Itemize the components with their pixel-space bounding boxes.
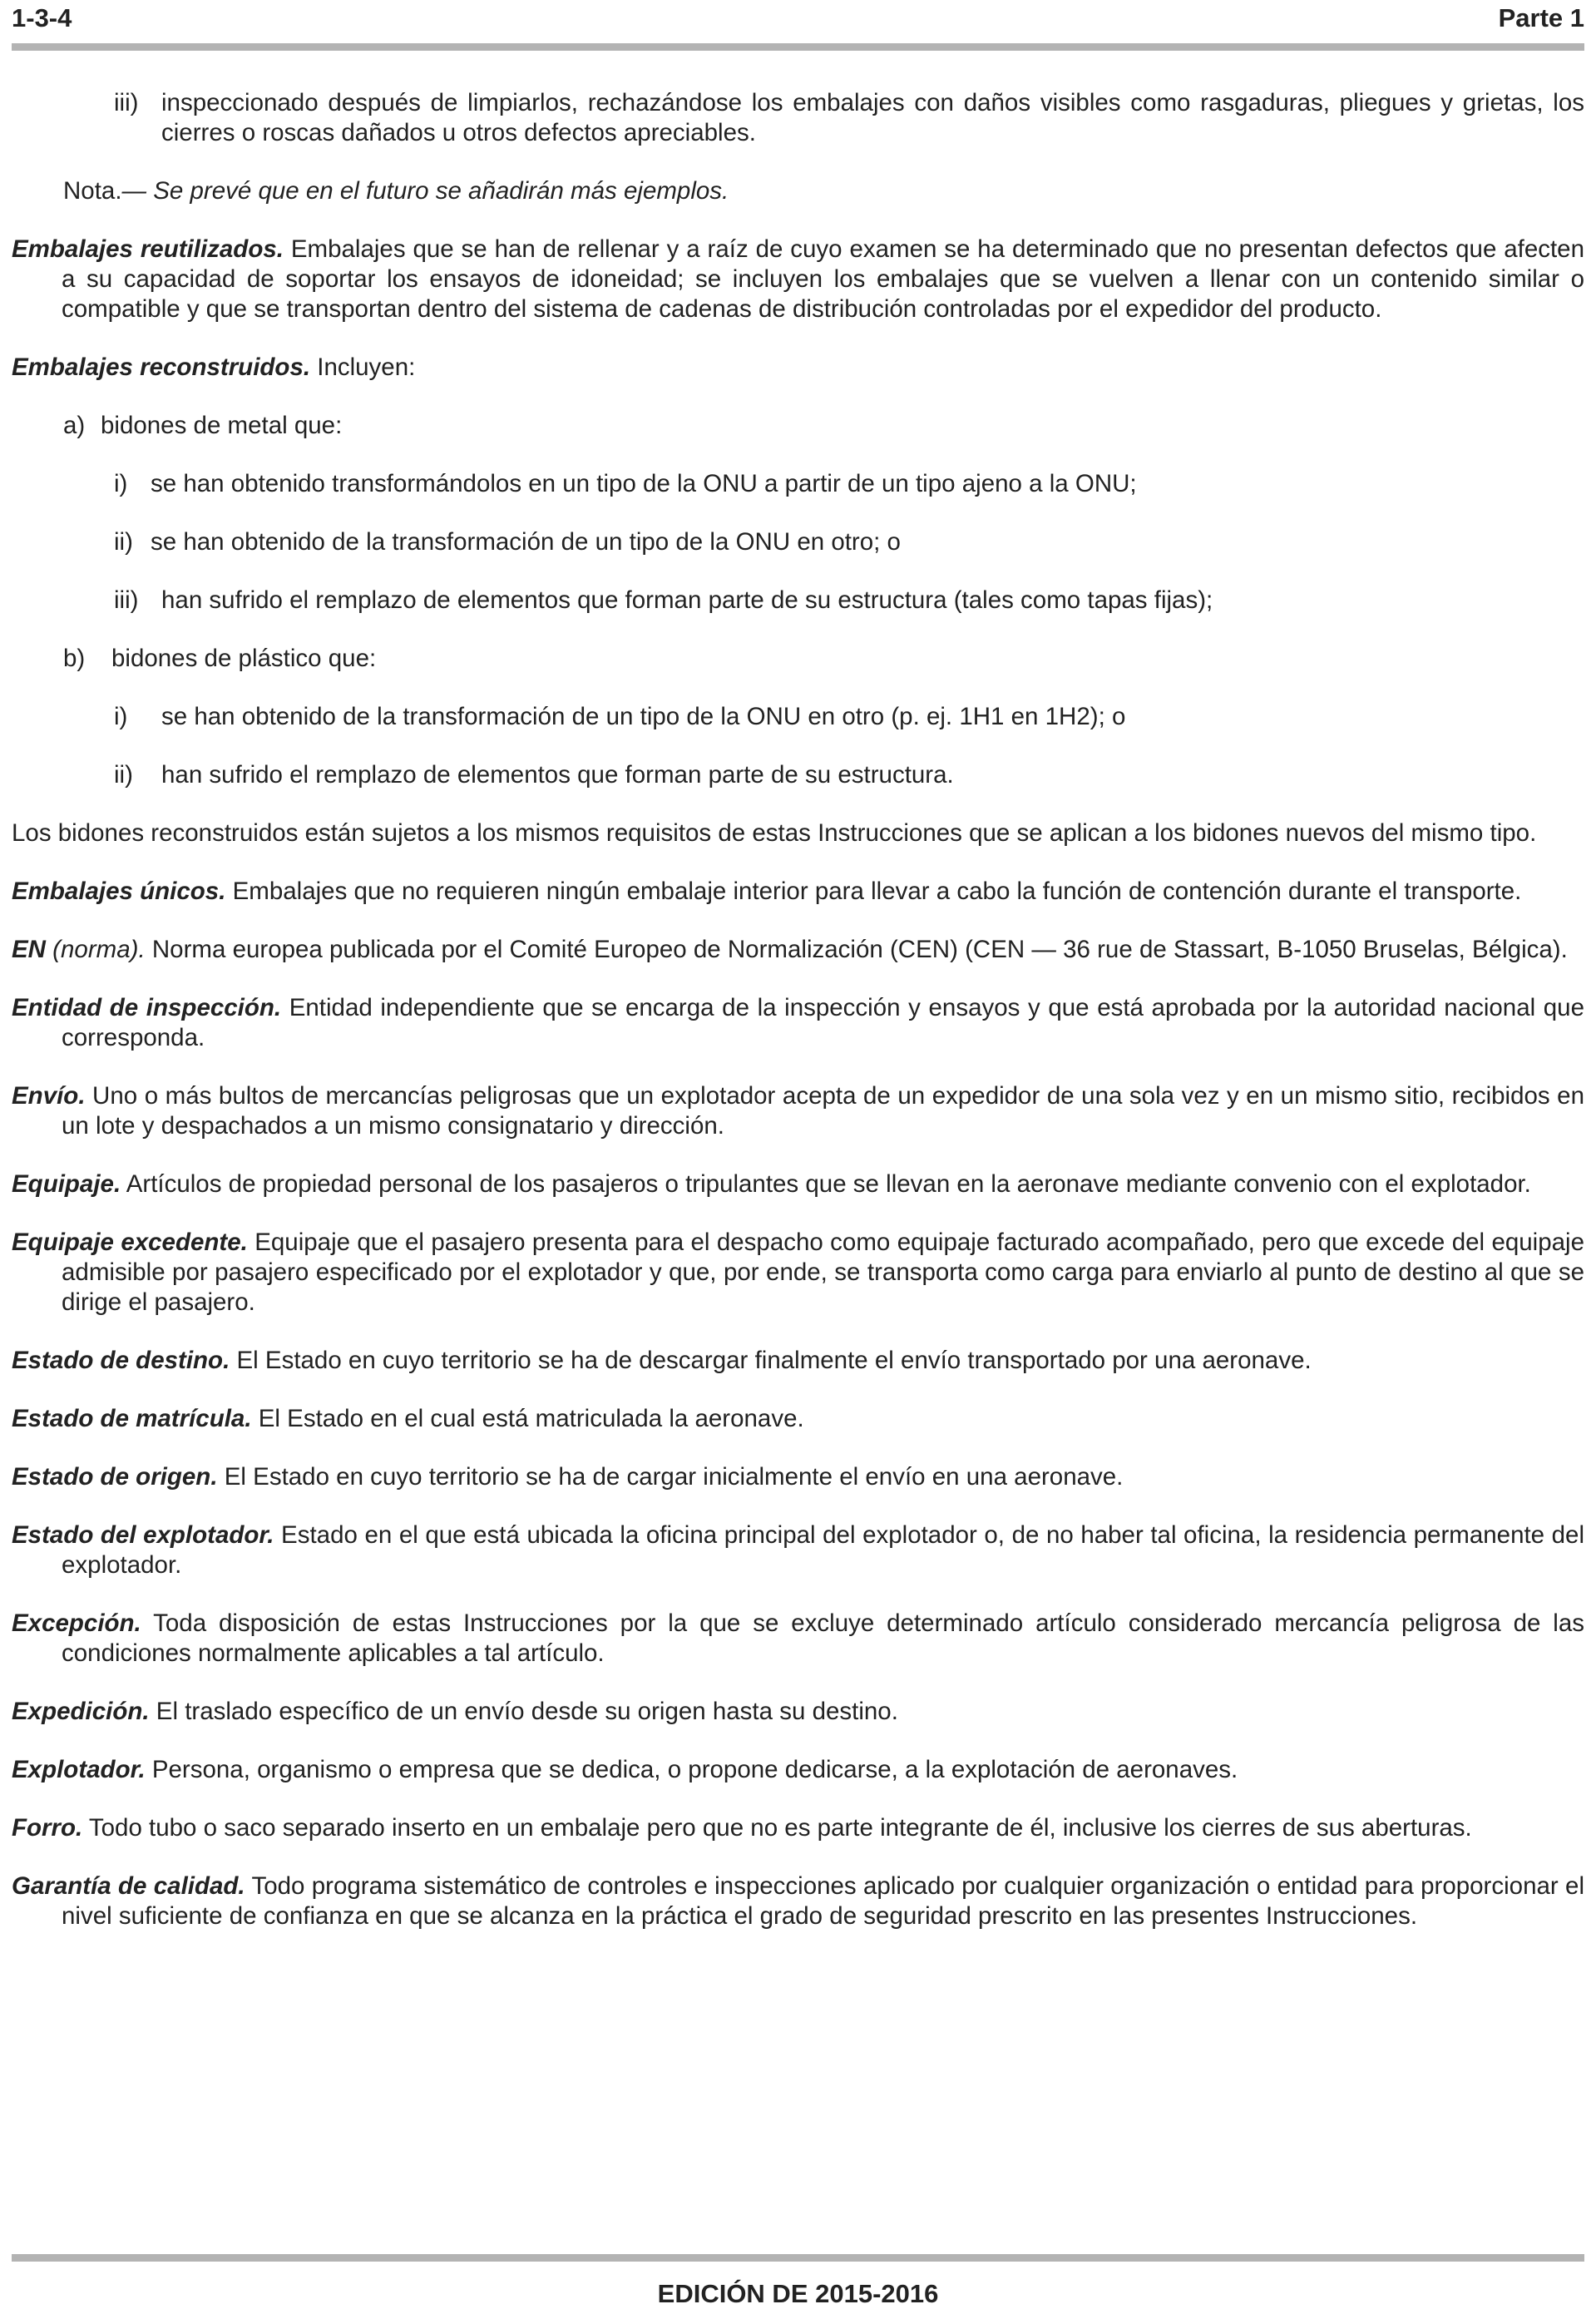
header-divider (12, 43, 1584, 51)
page-header (12, 0, 1584, 37)
term: Equipaje excedente. (12, 1229, 248, 1256)
definition-text: Embalajes que se han de rellenar y a raíz de cuyo examen se ha determinado que no presentan defectos que afecten a su capacidad de soportar los ensayos de idoneidad; se incluyen los embalajes que se vuelven a llenar con un contenido similar o compatible y que se transportan dentro del sistema de cadenas de distribución controladas por el expedidor del producto. (62, 235, 1584, 323)
definition-explotador (12, 1755, 1584, 1785)
term: Embalajes reconstruidos. (12, 354, 311, 381)
note (63, 176, 1584, 206)
subitem-text: han sufrido el remplazo de elementos que forman parte de su estructura. (161, 761, 954, 789)
definition-excepcion (12, 1609, 1584, 1669)
item-text: bidones de plástico que: (111, 645, 377, 672)
definition-text: Uno o más bultos de mercancías peligrosas que un explotador acepta de un expedidor de una sola vez y en un mismo sitio, recibidos en un lote y despachados a un mismo consignatario y dirección. (62, 1082, 1584, 1140)
definition-text: Embalajes que no requieren ningún embalaje interior para llevar a cabo la función de contención durante el transporte. (225, 878, 1522, 905)
term: Estado del explotador. (12, 1521, 274, 1549)
list-subitem (12, 527, 1584, 557)
part-label: Parte 1 (1498, 3, 1584, 32)
term: Estado de destino. (12, 1347, 230, 1374)
list-subitem (12, 586, 1584, 616)
subitem-number: i) (114, 703, 128, 730)
list-item-a (12, 411, 1584, 441)
definition-text: Toda disposición de estas Instrucciones por la que se excluye determinado artículo considerado mercancía peligrosa de las condiciones normalmente aplicables a tal artículo. (62, 1609, 1584, 1667)
edition-footer: EDICIÓN DE 2015-2016 (657, 2279, 939, 2308)
item-letter: b) (63, 645, 86, 672)
definition-estado-de-matricula (12, 1404, 1584, 1434)
list-subitem (12, 760, 1584, 790)
subitem-number: ii) (114, 528, 133, 556)
definition-text: Todo programa sistemático de controles e inspecciones aplicado por cualquier organización o entidad para proporcionar el nivel suficiente de confianza en que se alcanza en la práctica el grado de seguridad prescrito en las presentes Instrucciones. (62, 1872, 1585, 1930)
list-item-b (12, 644, 1584, 674)
definition-text: Incluyen: (310, 354, 416, 381)
subitem-number: i) (114, 470, 128, 497)
definition-text: Persona, organismo o empresa que se dedica, o propone dedicarse, a la explotación de aeronaves. (145, 1756, 1238, 1783)
definition-entidad-de-inspeccion (12, 993, 1584, 1053)
term: Equipaje. (12, 1170, 121, 1198)
subitem-text: se han obtenido transformándolos en un tipo de la ONU a partir de un tipo ajeno a la ONU; (151, 470, 1137, 497)
page-number: 1-3-4 (12, 3, 72, 32)
term: Garantía de calidad. (12, 1872, 245, 1900)
term: Excepción. (12, 1609, 141, 1637)
definition-en-norma (12, 935, 1584, 965)
item-letter: a) (63, 412, 86, 439)
item-text: inspeccionado después de limpiarlos, rechazándose los embalajes con daños visibles como rasgaduras, pliegues y grietas, los cierres o roscas dañados u otros defectos apreciables. (161, 89, 1584, 146)
subitem-text: se han obtenido de la transformación de un tipo de la ONU en otro (p. ej. 1H1 en 1H2); o (161, 703, 1126, 730)
definition-text: Artículos de propiedad personal de los pasajeros o tripulantes que se llevan en la aeronave mediante convenio con el explotador. (121, 1170, 1531, 1198)
subitem-text: han sufrido el remplazo de elementos que forman parte de su estructura (tales como tapas fijas); (161, 586, 1213, 614)
item-text: bidones de metal que: (101, 412, 343, 439)
definition-estado-del-explotador (12, 1520, 1584, 1580)
definition-forro (12, 1813, 1584, 1843)
definition-expedicion (12, 1697, 1584, 1727)
footer-divider (12, 2254, 1584, 2262)
term: Explotador. (12, 1756, 146, 1783)
definition-text: El Estado en el cual está matriculada la aeronave. (251, 1405, 804, 1432)
term: Estado de origen. (12, 1463, 218, 1491)
note-text: — Se prevé que en el futuro se añadirán más ejemplos. (121, 177, 729, 205)
definition-embalajes-reconstruidos (12, 353, 1584, 383)
term: Expedición. (12, 1698, 150, 1725)
definition-text: Norma europea publicada por el Comité Europeo de Normalización (CEN) (CEN — 36 rue de Stassart, B-1050 Bruselas, Bélgica). (145, 936, 1568, 963)
item-number: iii) (114, 89, 139, 116)
term-qualifier: (norma). (45, 936, 146, 963)
definition-text: El Estado en cuyo territorio se ha de descargar finalmente el envío transportado por una aeronave. (230, 1347, 1312, 1374)
term: EN (12, 936, 46, 963)
definition-equipaje (12, 1169, 1584, 1199)
subitem-number: iii) (114, 586, 139, 614)
definition-envio (12, 1081, 1584, 1141)
subitem-text: se han obtenido de la transformación de un tipo de la ONU en otro; o (151, 528, 901, 556)
definition-text: El Estado en cuyo territorio se ha de cargar inicialmente el envío en una aeronave. (217, 1463, 1124, 1491)
definition-text: Equipaje que el pasajero presenta para el despacho como equipaje facturado acompañado, pero que excede del equipaje admisible por pasajero especificado por el explotador y que, por ende, se transporta como carga para enviarlo al punto de destino al que se dirige el pasajero. (62, 1229, 1584, 1316)
definition-estado-de-origen (12, 1462, 1584, 1492)
page-body (12, 88, 1584, 1960)
reconstruidos-closing-paragraph: Los bidones reconstruidos están sujetos a los mismos requisitos de estas Instrucciones que se aplican a los bidones nuevos del mismo tipo. (12, 819, 1537, 847)
note-label: Nota. (63, 177, 122, 205)
subitem-number: ii) (114, 761, 133, 789)
definition-garantia-de-calidad (12, 1871, 1584, 1931)
definition-estado-de-destino (12, 1346, 1584, 1376)
list-subitem (12, 702, 1584, 732)
list-subitem (12, 469, 1584, 499)
definition-text: Estado en el que está ubicada la oficina principal del explotador o, de no haber tal oficina, la residencia permanente del explotador. (62, 1521, 1585, 1579)
definition-embalajes-unicos (12, 877, 1584, 907)
term: Envío. (12, 1082, 86, 1110)
term: Entidad de inspección. (12, 994, 282, 1021)
term: Forro. (12, 1814, 83, 1842)
term: Estado de matrícula. (12, 1405, 252, 1432)
continuation-item (12, 88, 1584, 148)
definition-embalajes-reutilizados (12, 235, 1584, 324)
definition-text: Entidad independiente que se encarga de la inspección y ensayos y que está aprobada por la autoridad nacional que corresponda. (62, 994, 1584, 1051)
definition-equipaje-excedente (12, 1228, 1584, 1318)
term: Embalajes reutilizados. (12, 235, 284, 263)
definition-text: El traslado específico de un envío desde su origen hasta su destino. (149, 1698, 898, 1725)
term: Embalajes únicos. (12, 878, 226, 905)
definition-text: Todo tubo o saco separado inserto en un embalaje pero que no es parte integrante de él, inclusive los cierres de sus aberturas. (82, 1814, 1472, 1842)
